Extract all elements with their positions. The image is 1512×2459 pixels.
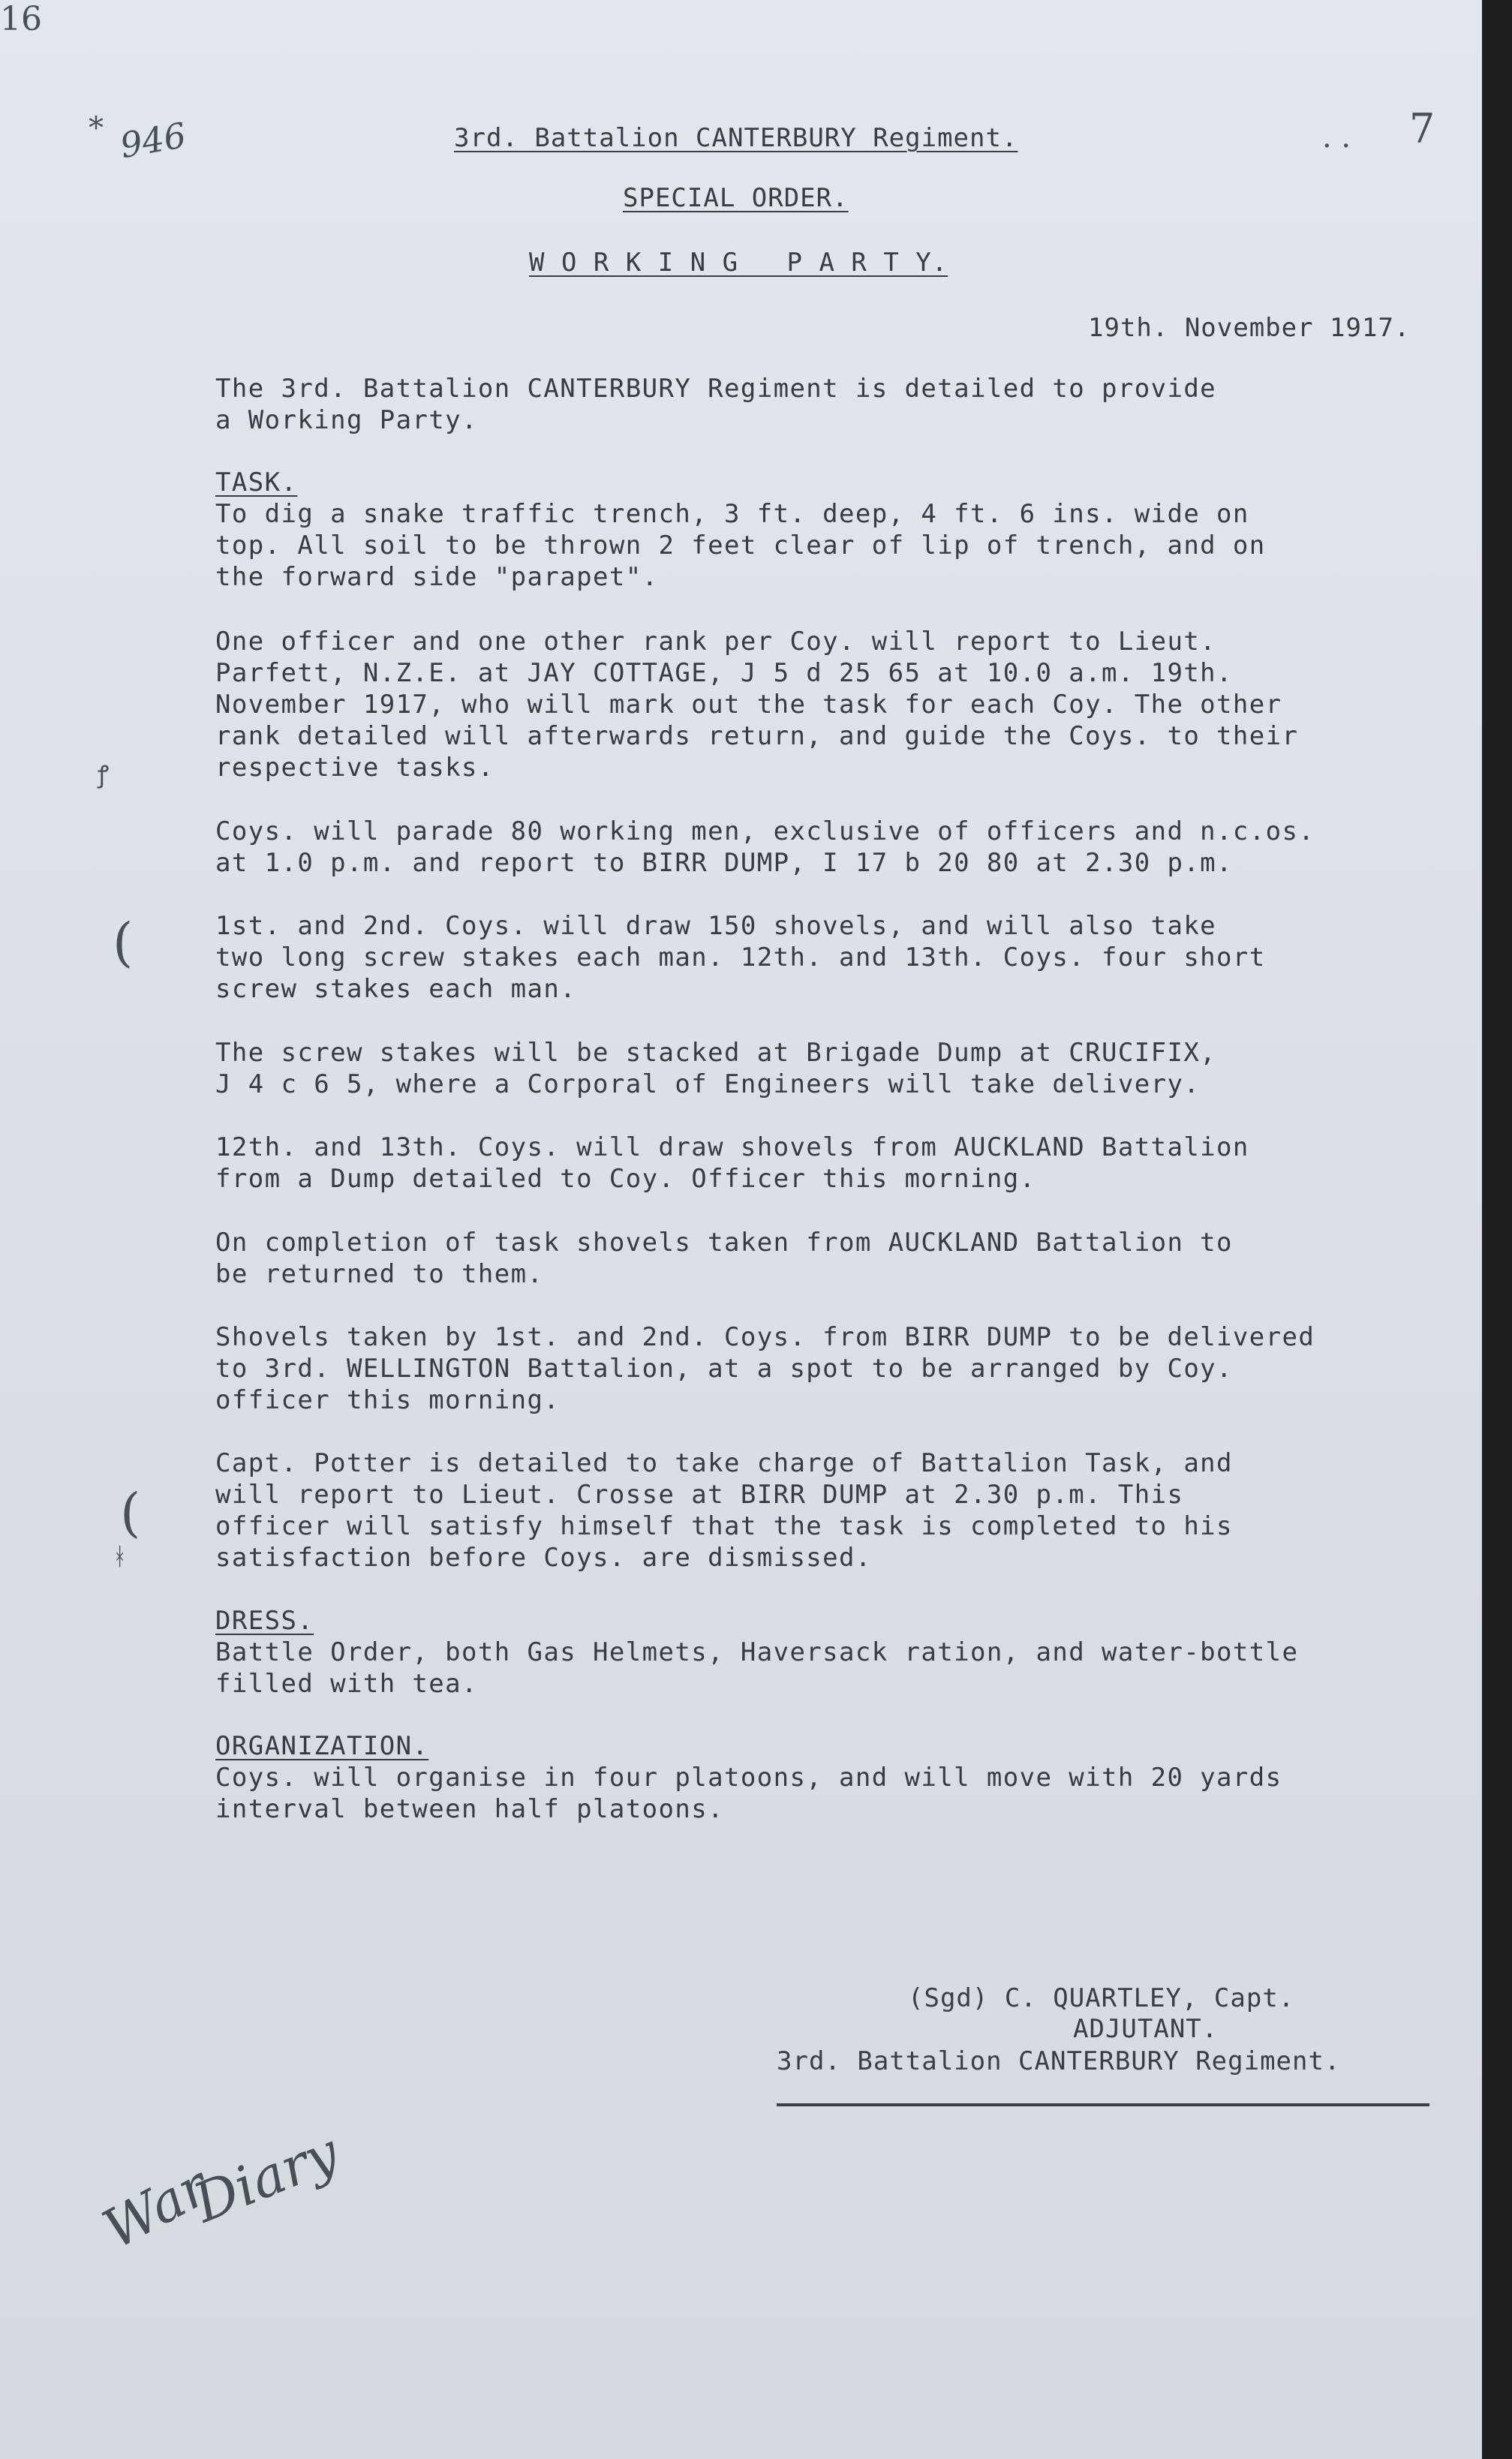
signature-name: (Sgd) C. QUARTLEY, Capt. <box>908 1983 1295 2013</box>
text-line: officer will satisfy himself that the task is completed to his <box>215 1511 1233 1541</box>
text-line: On completion of task shovels taken from AUCKLAND Battalion to <box>215 1228 1233 1258</box>
text-line: J 4 c 6 5, where a Corporal of Engineers will take delivery. <box>215 1069 1201 1099</box>
text-line: November 1917, who will mark out the task for each Coy. The other <box>215 690 1282 720</box>
handwritten-diary: Diary <box>185 2120 347 2235</box>
shovels-paragraph <box>215 910 1476 1005</box>
asterisk-mark: * <box>89 111 104 146</box>
text-line: rank detailed will afterwards return, and guide the Coys. to their <box>215 721 1299 751</box>
organization-heading: ORGANIZATION. <box>215 1731 429 1761</box>
screw-stakes-paragraph <box>215 1037 1476 1100</box>
dots-mark: . . <box>1322 120 1351 155</box>
text-line: to 3rd. WELLINGTON Battalion, at a spot to be arranged by Coy. <box>215 1354 1233 1384</box>
page-number: 7 <box>1409 105 1435 152</box>
text-line: Coys. will organise in four platoons, and will move with 20 yards <box>215 1763 1282 1793</box>
pencil-tick-mark: ᚼ <box>113 1542 128 1571</box>
signature-rule <box>777 2103 1429 2106</box>
text-line: interval between half platoons. <box>215 1794 724 1824</box>
text-line: be returned to them. <box>215 1259 544 1289</box>
text-line: top. All soil to be thrown 2 feet clear of lip of trench, and on <box>215 531 1266 561</box>
organization-section <box>215 1730 1476 1825</box>
text-line: Parfett, N.Z.E. at JAY COTTAGE, J 5 d 25 65 at 10.0 a.m. 19th. <box>215 658 1233 688</box>
dress-section <box>215 1605 1476 1700</box>
text-line: Battle Order, both Gas Helmets, Haversack ration, and water-bottle <box>215 1637 1299 1667</box>
dress-heading: DRESS. <box>215 1606 314 1636</box>
text-line: Coys. will parade 80 working men, exclusive of officers and n.c.os. <box>215 816 1315 846</box>
order-type-heading: SPECIAL ORDER. <box>623 183 849 213</box>
text-line: will report to Lieut. Crosse at BIRR DUMP at 2.30 p.m. This <box>215 1480 1184 1510</box>
text-line: 12th. and 13th. Coys. will draw shovels from AUCKLAND Battalion <box>215 1132 1249 1162</box>
text-line: screw stakes each man. <box>215 974 577 1004</box>
text-line: The 3rd. Battalion CANTERBURY Regiment is detailed to provide <box>215 374 1217 404</box>
text-line: from a Dump detailed to Coy. Officer this morning. <box>215 1164 1036 1194</box>
parade-paragraph <box>215 816 1476 879</box>
scan-edge <box>1482 0 1512 2459</box>
report-paragraph <box>215 626 1476 783</box>
text-line: officer this morning. <box>215 1385 561 1415</box>
text-line: a Working Party. <box>215 405 478 435</box>
signature-unit: 3rd. Battalion CANTERBURY Regiment. <box>777 2046 1341 2076</box>
text-line: One officer and one other rank per Coy. will report to Lieut. <box>215 627 1217 657</box>
completion-paragraph <box>215 1227 1476 1290</box>
task-heading: TASK. <box>215 467 298 498</box>
unit-heading: 3rd. Battalion CANTERBURY Regiment. <box>454 123 1018 153</box>
text-line: two long screw stakes each man. 12th. and 13th. Coys. four short <box>215 942 1266 972</box>
pencil-tick-mark: ꝭ <box>98 760 110 789</box>
text-line: respective tasks. <box>215 753 494 783</box>
officer-charge-paragraph <box>215 1447 1476 1574</box>
signature-title: ADJUTANT. <box>1073 2014 1219 2044</box>
text-line: To dig a snake traffic trench, 3 ft. deep, 4 ft. 6 ins. wide on <box>215 499 1249 529</box>
reference-number: 946 <box>116 114 189 167</box>
folio-left: 16 <box>0 0 42 38</box>
text-line: satisfaction before Coys. are dismissed. <box>215 1543 872 1573</box>
text-line: The screw stakes will be stacked at Brigade Dump at CRUCIFIX, <box>215 1038 1217 1068</box>
task-section <box>215 467 1476 593</box>
text-line: 1st. and 2nd. Coys. will draw 150 shovels, and will also take <box>215 911 1217 941</box>
handwritten-war: War <box>92 2154 219 2262</box>
text-line: the forward side "parapet". <box>215 562 659 592</box>
subject-heading: W O R K I N G P A R T Y. <box>529 248 948 278</box>
order-date: 19th. November 1917. <box>1088 313 1411 343</box>
punch-hole-mark: ( <box>113 912 134 973</box>
delivery-paragraph <box>215 1321 1476 1416</box>
text-line: filled with tea. <box>215 1669 478 1699</box>
text-line: at 1.0 p.m. and report to BIRR DUMP, I 17 b 20 80 at 2.30 p.m. <box>215 848 1233 878</box>
intro-paragraph <box>215 373 1476 436</box>
punch-hole-mark: ( <box>120 1482 141 1544</box>
text-line: Capt. Potter is detailed to take charge of Battalion Task, and <box>215 1448 1233 1478</box>
auckland-shovels-paragraph <box>215 1132 1476 1195</box>
text-line: Shovels taken by 1st. and 2nd. Coys. from BIRR DUMP to be delivered <box>215 1322 1315 1352</box>
